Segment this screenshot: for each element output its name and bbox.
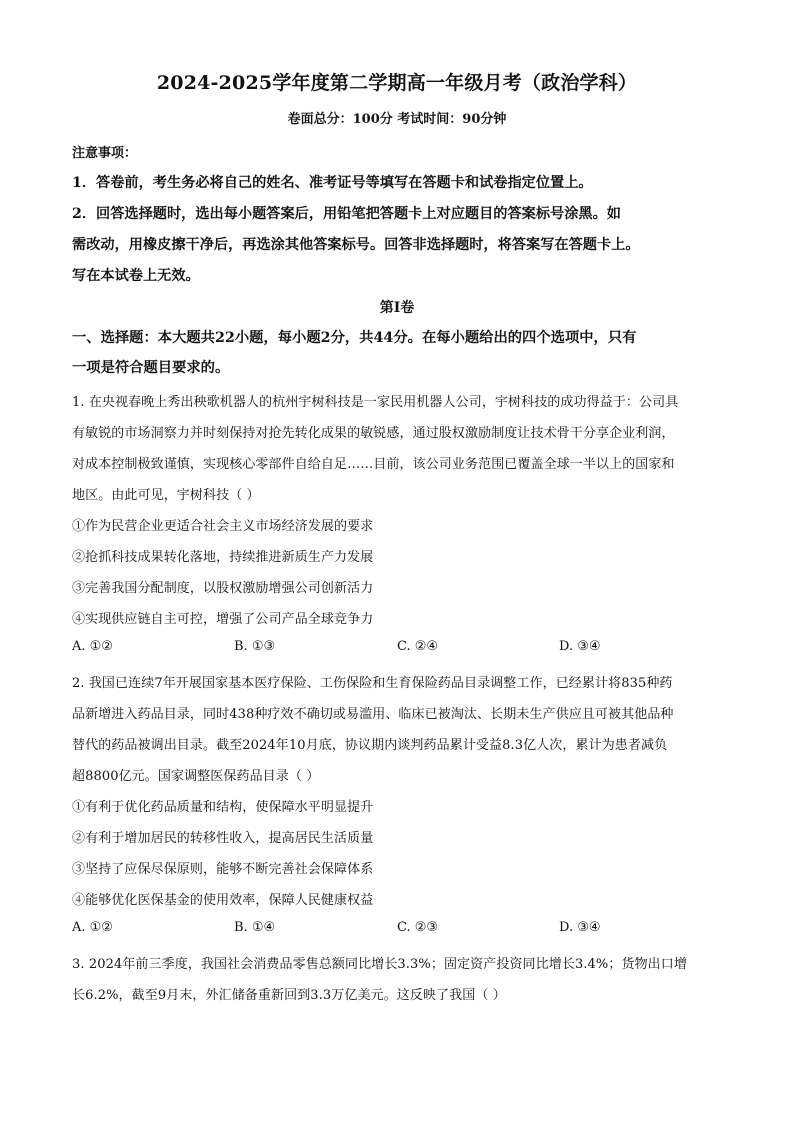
- statement: ④能够优化医保基金的使用效率，保障人民健康权益: [72, 893, 374, 908]
- notice-line: 写在本试卷上无效。: [72, 268, 200, 284]
- question-stem: 对成本控制极致谨慎，实现核心零部件自给自足……目前，该公司业务范围已覆盖全球一半以上的国家和: [72, 457, 675, 472]
- question-stem: 地区。由此可见，宇树科技（ ）: [72, 488, 260, 503]
- option-a: A. ①②: [72, 920, 113, 935]
- statement: ③坚持了应保尽保原则，能够不断完善社会保障体系: [72, 862, 374, 877]
- statement: ②抢抓科技成果转化落地，持续推进新质生产力发展: [72, 550, 374, 565]
- statement: ①作为民营企业更适合社会主义市场经济发展的要求: [72, 519, 374, 534]
- question-stem: 替代的药品被调出目录。截至2024年10月底，协议期内谈判药品累计受益8.3亿人次，累计为患者减负: [72, 738, 668, 753]
- statement: ④实现供应链自主可控，增强了公司产品全球竞争力: [72, 612, 374, 627]
- option-b: B. ①④: [234, 920, 276, 935]
- notice-line: 需改动，用橡皮擦干净后，再选涂其他答案标号。回答非选择题时，将答案写在答题卡上。: [72, 237, 640, 253]
- exam-title: 2024-2025学年度第二学期高一年级月考（政治学科）: [156, 72, 638, 94]
- question-stem: 2. 我国已连续7年开展国家基本医疗保险、工伤保险和生育保险药品目录调整工作，已经累计将835种药: [72, 676, 673, 691]
- notice-heading: 注意事项：: [72, 146, 138, 161]
- notice-line: 2．回答选择题时，选出每小题答案后，用铅笔把答题卡上对应题目的答案标号涂黑。如: [72, 206, 621, 222]
- part-label: 第Ⅰ卷: [379, 300, 415, 316]
- statement: ②有利于增加居民的转移性收入，提高居民生活质量: [72, 831, 374, 846]
- option-a: A. ①②: [72, 639, 113, 654]
- notice-line: 1．答卷前，考生务必将自己的姓名、准考证号等填写在答题卡和试卷指定位置上。: [72, 175, 593, 191]
- option-c: C. ②③: [397, 920, 439, 935]
- option-c: C. ②④: [397, 639, 439, 654]
- option-d: D. ③④: [559, 920, 601, 935]
- statement: ①有利于优化药品质量和结构，使保障水平明显提升: [72, 800, 374, 815]
- question-stem: 1. 在央视春晚上秀出秧歌机器人的杭州宇树科技是一家民用机器人公司，宇树科技的成功得益于：公司具: [72, 395, 679, 410]
- question-stem: 3. 2024年前三季度，我国社会消费品零售总额同比增长3.3%；固定资产投资同比增长3.4%；货物出口增: [72, 957, 687, 972]
- section-heading: 一、选择题：本大题共22小题，每小题2分，共44分。在每小题给出的四个选项中，只有: [72, 330, 637, 346]
- option-b: B. ①③: [234, 639, 276, 654]
- question-stem: 品新增进入药品目录，同时438种疗效不确切或易滥用、临床已被淘汰、长期未生产供应且可被其他品种: [72, 707, 674, 722]
- option-d: D. ③④: [559, 639, 601, 654]
- exam-subtitle: 卷面总分：100分 考试时间：90分钟: [287, 112, 507, 127]
- question-stem: 长6.2%，截至9月末，外汇储备重新回到3.3万亿美元。这反映了我国（ ）: [72, 988, 506, 1003]
- statement: ③完善我国分配制度，以股权激励增强公司创新活力: [72, 581, 374, 596]
- question-stem: 有敏锐的市场洞察力并时刻保持对抢先转化成果的敏锐感，通过股权激励制度让技术骨干分享企业利润，: [72, 426, 675, 441]
- question-stem: 超8800亿元。国家调整医保药品目录（ ）: [72, 769, 320, 784]
- section-heading: 一项是符合题目要求的。: [72, 360, 230, 376]
